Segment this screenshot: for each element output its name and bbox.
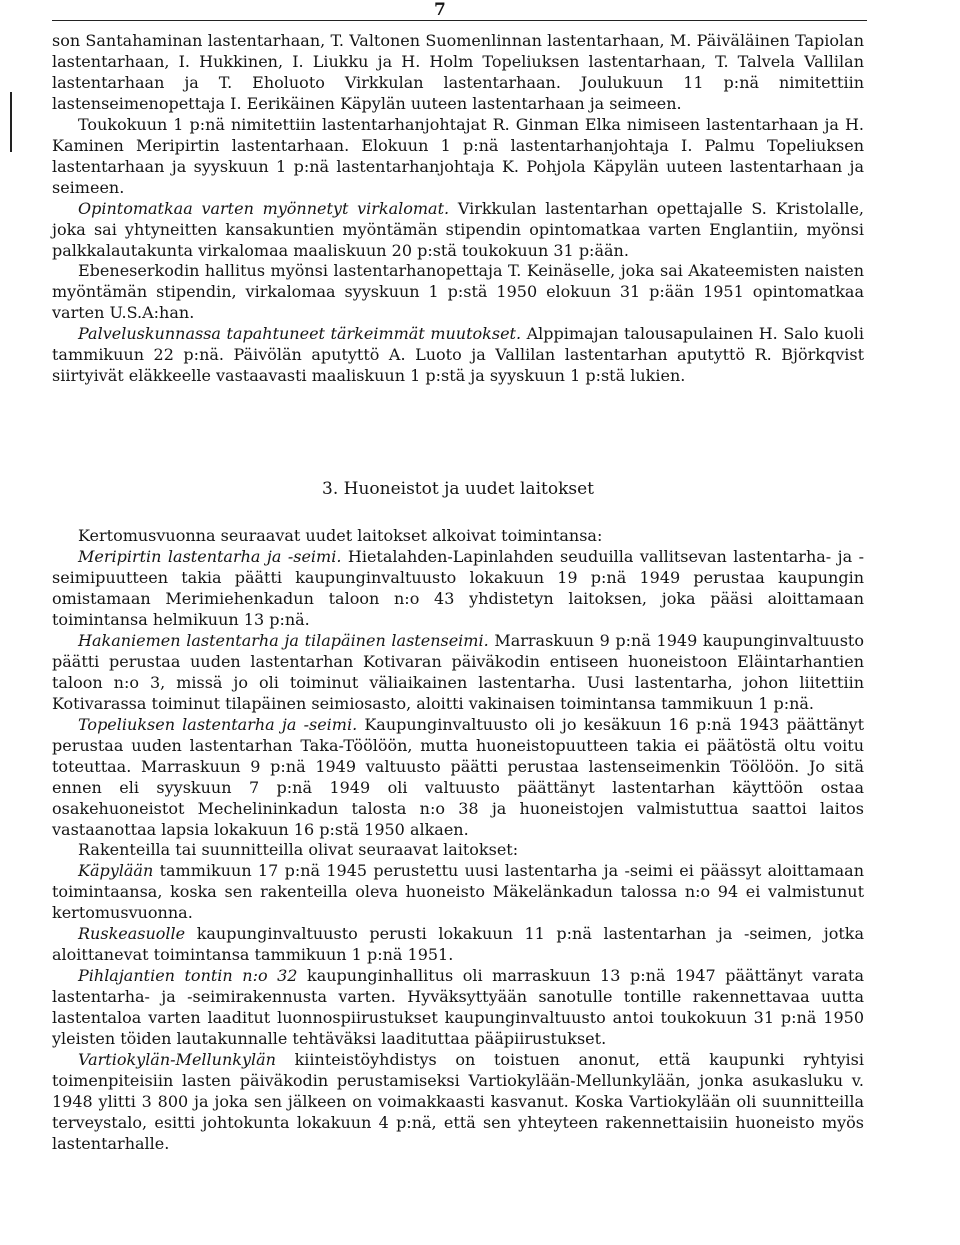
meripirtti-text: Hietalahden-Lapinlahden seuduilla vallitsevan lastentarha- ja -seimipuutteen takia päätti kaupunginvaltuusto lokakuun 19 p:nä 1949 perustaa kaupungin omistamaan Merimiehenkadun taloon n:o 43 yhdistetyn laitoksen, joka pääsi aloittamaan toimintansa helmikuun 13 p:nä.: [52, 547, 865, 629]
intro-paragraph-appointments: son Santahaminan lastentarhaan, T. Valtonen Suomenlinnan lastentarhaan, M. Päiväläinen Tapiolan lastentarhaan, I. Hukkinen, I. Liukku ja H. Holm Topeliuksen lastentarhaan, T. Talvela Vallilan lastentarhaan ja T. Eholuoto Virkkulan lastentarhaan. Joulukuun 11 p:nä nimitettiin lastenseimenopettaja I. Eerikäinen Käpylän uuteen lastentarhaan ja seimeen.: [52, 31, 864, 113]
topelius-text: Kaupunginvaltuusto oli jo kesäkuun 16 p:nä 1943 päättänyt perustaa uuden lastentarhan Taka-Töölöön, mutta huoneistopuutteen takia ei päätöstä oltu voitu toteuttaa. Marraskuun 9 p:nä 1949 valtuusto päätti perustaa lastenseimenkin Töölöön. Jo sitä ennen eli syyskuun 7 p:nä 1949 oli valtuusto päättänyt lastentarhan käyttöön ostaa osakehuoneistot Mechelininkadun talosta n:o 38 ja huoneistojen valmistuttua saattoi laitos vastaanottaa lapsia lokakuun 16 p:stä 1950 alkaen.: [52, 714, 865, 839]
page-body: [52, 31, 864, 1155]
ruskeasuo-text: kaupunginvaltuusto perusti lokakuun 11 p:nä lastentarhan ja -seimen, jotka aloittanevat toimintansa tammikuun 1 p:nä 1951.: [52, 924, 864, 965]
hakaniemi-text: Marraskuun 9 p:nä 1949 kaupunginvaltuusto päätti perustaa uuden lastentarhan Kotivaran päiväkodin entiseen huoneistoon Eläintarhantien taloon n:o 3, missä jo oli toiminut väliaikainen lastentarha. Uusi lastentarha, johon liitettiin Kotivarassa toiminut tilapäinen seimiosasto, aloitti vakinaisen toimintansa tammikuun 1 p:nä.: [52, 630, 864, 713]
paragraph-pihlajantie: [52, 966, 864, 1050]
paragraph-ruskeasuo: [52, 924, 864, 966]
intro-paragraph-staff-changes: [52, 324, 864, 387]
intro-paragraph-ebeneser: Ebeneserkodin hallitus myönsi lastentarhanopettaja T. Keinäselle, joka sai Akateemisten naisten myöntämän stipendin, virkalomaa syyskuun 1 p:stä 1950 elokuun 31 p:ään 1951 opintomatkaa varten U.S.A:han.: [52, 261, 864, 323]
kapyla-text: tammikuun 17 p:nä 1945 perustettu uusi lastentarha ja -seimi ei päässyt aloittamaan toimintaansa, koska sen rakenteilla oleva huoneisto Mäkelänkadun talossa n:o 94 ei valmistunut kertomusvuonna.: [52, 861, 864, 923]
pihlajantie-heading: Pihlajantien tontin n:o 32: [78, 966, 298, 986]
paragraph-under-construction: Rakenteilla tai suunnitteilla olivat seuraavat laitokset:: [78, 840, 519, 860]
hakaniemi-heading: Hakaniemen lastentarha ja tilapäinen lastenseimi.: [78, 630, 489, 650]
vartiokyla-text: kiinteistöyhdistys on toistuen anonut, että kaupunki ryhtyisi toimenpiteisiin lasten päiväkodin perustamiseksi Vartiokylään-Mellunkylään, jonka asukasluku v. 1948 ylitti 3 800 ja joka sen jälkeen on voimakkaasti kasvanut. Koska Vartiokylään oli suunnitteilla terveystalo, esitti johtokunta lokakuun 4 p:nä, että sen yhteyteen rakennettaisiin huoneisto myös lastentarhalle.: [52, 1049, 864, 1153]
page-number: 7: [434, 0, 446, 20]
kapyla-heading: Käpylään: [78, 861, 154, 881]
ruskeasuo-heading: Ruskeasuolle: [78, 924, 186, 944]
header-rule: [52, 20, 867, 21]
section-heading: 3. Huoneistot ja uudet laitokset: [322, 479, 594, 500]
paragraph-meripirtti: [52, 547, 864, 631]
paragraph-kapyla: [52, 861, 864, 924]
paragraph-vartiokyla: [52, 1050, 864, 1155]
paragraph-topelius: [52, 715, 864, 841]
margin-mark: [10, 92, 12, 152]
section-lead: Kertomusvuonna seuraavat uudet laitokset alkoivat toimintansa:: [78, 526, 603, 546]
staff-changes-heading: Palveluskunnassa tapahtuneet tärkeimmät muutokset.: [78, 324, 522, 344]
study-leave-text: Virkkulan lastentarhan opettajalle S. Kristolalle, joka sai yhtyneitten kansakuntien myöntämän stipendin opintomatkaa varten Englantiin, myönsi palkkalautakunta virkalomaa maaliskuun 20 p:stä toukokuun 31 p:ään.: [52, 198, 865, 260]
intro-paragraph-directors: Toukokuun 1 p:nä nimitettiin lastentarhanjohtajat R. Ginman Elka nimiseen lastentarhaan ja H. Kaminen Meripirtin lastentarhaan. Elokuun 1 p:nä lastentarhanjohtaja I. Palmu Topeliuksen lastentarhaan ja syyskuun 1 p:nä lastentarhanjohtaja K. Pohjola Käpylän uuteen lastentarhaan ja seimeen.: [52, 114, 864, 197]
paragraph-hakaniemi: [52, 631, 864, 715]
staff-changes-text: Alppimajan talousapulainen H. Salo kuoli tammikuun 22 p:nä. Päivölän aputyttö A. Luoto ja Vallilan lastentarhan aputyttö R. Björkqvist siirtyivät eläkkeelle vastaavasti maaliskuun 1 p:stä ja syyskuun 1 p:stä lukien.: [52, 324, 865, 386]
study-leave-heading: Opintomatkaa varten myönnetyt virkalomat.: [78, 198, 450, 218]
topelius-heading: Topeliuksen lastentarha ja -seimi.: [78, 714, 358, 734]
vartiokyla-heading: Vartiokylän-Mellunkylän: [78, 1049, 276, 1069]
meripirtti-heading: Meripirtin lastentarha ja -seimi.: [78, 547, 342, 567]
pihlajantie-text: kaupunginhallitus oli marraskuun 13 p:nä 1947 päättänyt varata lastentarha- ja -seimirakennusta varten. Hyväksyttyään sanotulle tontille rakennettavaa uutta lastentaloa varten laaditut luonnospiirustukset kaupunginvaltuusto antoi toukokuun 31 p:nä 1950 yleisten töiden lautakunnalle tehtäväksi laadituttaa pääpiirustukset.: [52, 966, 864, 1049]
intro-paragraph-study-leave: [52, 199, 864, 262]
